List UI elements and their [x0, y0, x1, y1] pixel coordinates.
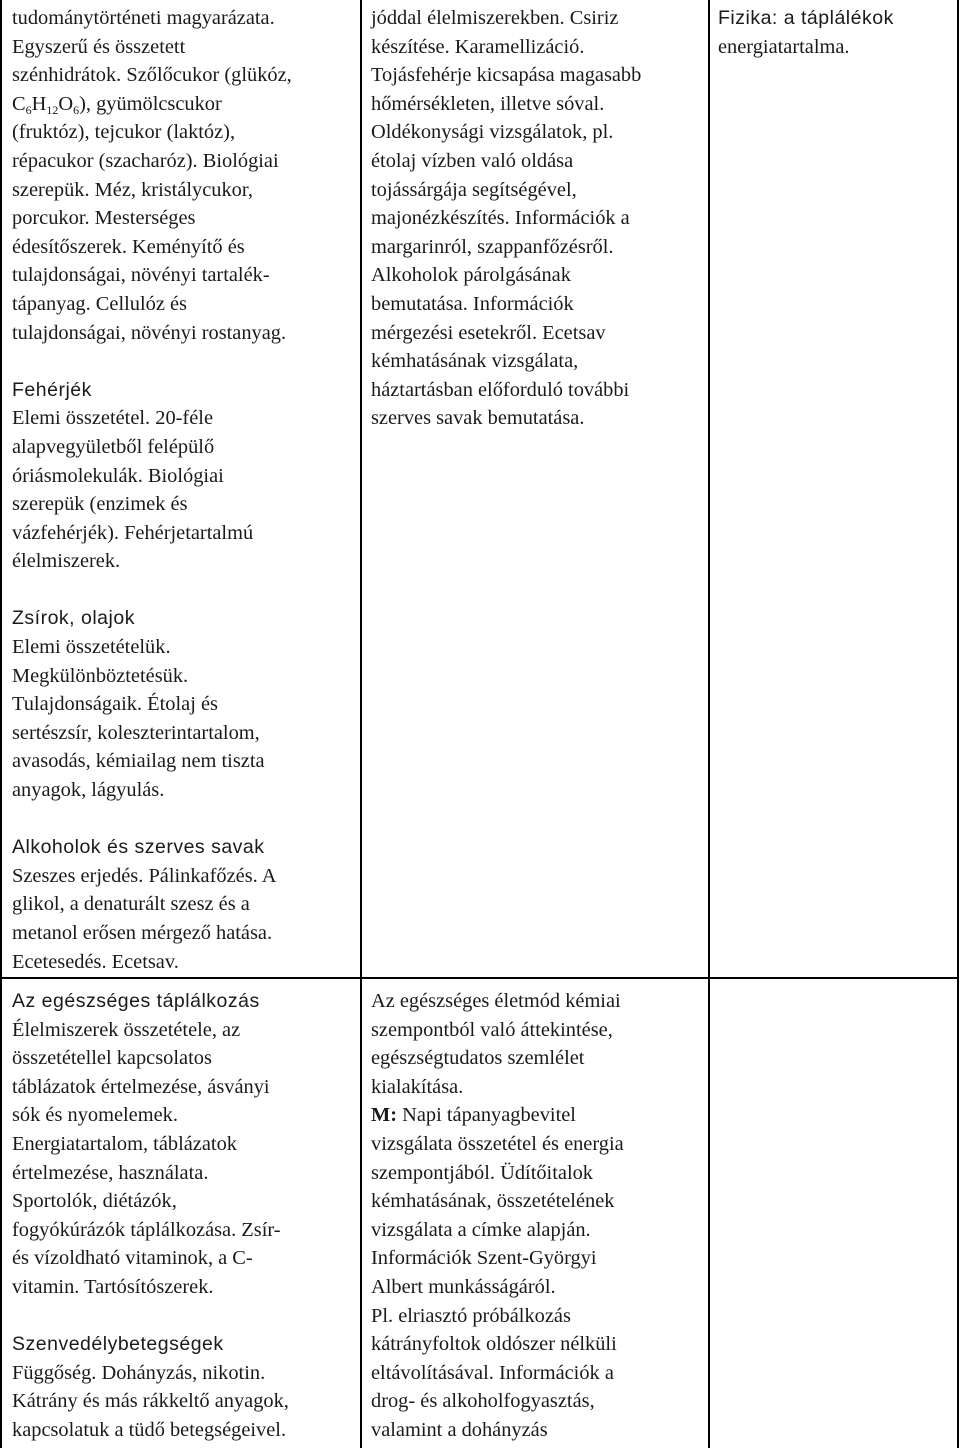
text-line: glikol, a denaturált szesz és a [12, 893, 250, 916]
text-line: Alkoholok párolgásának [371, 264, 571, 287]
text-line: Ecetesedés. Ecetsav. [12, 950, 179, 973]
text-line: porcukor. Mesterséges [12, 207, 196, 230]
text-line: mérgezési esetekről. Ecetsav [371, 321, 606, 344]
text-line: valamint a dohányzás [371, 1418, 548, 1441]
text-line: Élelmiszerek összetétele, az [12, 1018, 241, 1041]
text-line: összetétellel kapcsolatos [12, 1047, 212, 1070]
text-line: és vízoldható vitaminok, a C- [12, 1247, 253, 1270]
row1-col1-cell [12, 4, 352, 976]
text-line: Sportolók, diétázók, [12, 1190, 177, 1213]
text-line: tápanyag. Cellulóz és [12, 292, 187, 315]
text-line: energiatartalma. [718, 35, 850, 58]
text-line: sók és nyomelemek. [12, 1104, 178, 1127]
text-line: Kátrány és más rákkeltő anyagok, [12, 1390, 289, 1413]
fats-section [12, 604, 352, 804]
column-divider-1 [360, 0, 362, 1448]
text-line: Energiatartalom, táblázatok [12, 1132, 237, 1155]
text-line: Az egészséges életmód kémiai [371, 990, 621, 1012]
text-line: bemutatása. Információk [371, 292, 574, 315]
text-line: szempontból való áttekintése, [371, 1018, 613, 1041]
section-heading: Szenvedélybetegségek [12, 1333, 224, 1356]
text-line: drog- és alkoholfogyasztás, [371, 1390, 595, 1413]
formula-h-sub: 12 [46, 102, 59, 117]
text-line: kapcsolatuk a tüdő betegségeivel. [12, 1418, 287, 1441]
text-line: Fizika: a táplálékok [718, 7, 894, 29]
carbohydrates-section [12, 4, 352, 347]
formula-h: H [31, 92, 47, 115]
text-line: alapvegyületből felépülő [12, 435, 215, 458]
text-line: kialakítása. [371, 1075, 464, 1098]
nutrition-section [12, 987, 352, 1302]
text-line: hőmérsékleten, illetve sóval. [371, 92, 605, 115]
formula-c: C [12, 92, 26, 115]
text-line: Tojásfehérje kicsapása magasabb [371, 64, 642, 87]
text-line: óriásmolekulák. Biológiai [12, 464, 224, 487]
text-line: tudománytörténeti magyarázata. [12, 7, 275, 29]
text-line: Elemi összetételük. [12, 636, 171, 659]
text-line: eltávolításával. Információk a [371, 1361, 614, 1384]
text-line: Egyszerű és összetett [12, 35, 186, 58]
activity-line [371, 1101, 706, 1130]
text-line: szerves savak bemutatása. [371, 407, 585, 430]
row2-col2-cell [371, 987, 706, 1445]
addictions-section [12, 1330, 352, 1444]
text-line: majonézkészítés. Információk a [371, 207, 630, 230]
formula-o-sub: 6 [73, 102, 80, 117]
text-line: Szeszes erjedés. Pálinkafőzés. A [12, 864, 277, 887]
formula-o: O [58, 92, 74, 115]
activity-label: M: [371, 1104, 398, 1127]
text-line: szénhidrátok. Szőlőcukor (glükóz, [12, 64, 292, 87]
row1-col2-cell [371, 4, 706, 433]
text-line: anyagok, lágyulás. [12, 779, 165, 802]
text-line: vázfehérjék). Fehérjetartalmú [12, 521, 254, 544]
text-line: margarinról, szappanfőzésről. [371, 235, 614, 258]
text-line: Pl. elriasztó próbálkozás [371, 1304, 571, 1327]
table-border-left [0, 0, 2, 1448]
column-divider-2 [708, 0, 710, 1448]
text-line: szempontjából. Üdítőitalok [371, 1161, 593, 1184]
text-line: vizsgálata a címke alapján. [371, 1218, 591, 1241]
text-line: Tulajdonságaik. Étolaj és [12, 693, 218, 716]
activity-text: Napi tápanyagbevitel [397, 1104, 576, 1127]
section-heading: Alkoholok és szerves savak [12, 836, 265, 859]
text-line: háztartásban előforduló további [371, 378, 630, 401]
text-line: Oldékonysági vizsgálatok, pl. [371, 121, 614, 144]
text-line: jóddal élelmiszerekben. Csiriz [371, 7, 619, 29]
text-line: édesítőszerek. Keményítő és [12, 235, 245, 258]
text-line: Függőség. Dohányzás, nikotin. [12, 1361, 266, 1384]
text-line: étolaj vízben való oldása [371, 149, 574, 172]
section-heading: Az egészséges táplálkozás [12, 990, 260, 1012]
text-line: készítése. Karamellizáció. [371, 35, 585, 58]
formula-tail: ), gyümölcscukor [79, 92, 222, 115]
text-line: fogyókúrázók táplálkozása. Zsír- [12, 1218, 281, 1241]
text-line: kémhatásának, összetételének [371, 1190, 615, 1213]
text-line: répacukor (szacharóz). Biológiai [12, 149, 279, 172]
text-line: értelmezése, használata. [12, 1161, 209, 1184]
text-line: vizsgálata összetétel és energia [371, 1132, 624, 1155]
text-line: (fruktóz), tejcukor (laktóz), [12, 121, 236, 144]
text-line: tulajdonságai, növényi rostanyag. [12, 321, 287, 344]
text-line: Albert munkásságáról. [371, 1275, 556, 1298]
alcohols-section [12, 833, 352, 976]
text-line: Megkülönböztetésük. [12, 664, 189, 687]
row-divider [0, 977, 959, 979]
text-line: szerepük (enzimek és [12, 493, 188, 516]
row2-col1-cell [12, 987, 352, 1445]
section-heading: Fehérjék [12, 378, 92, 401]
text-line: vitamin. Tartósítószerek. [12, 1275, 214, 1298]
text-line: tulajdonságai, növényi tartalék- [12, 264, 270, 287]
table-border-right [957, 0, 959, 1448]
text-line: kémhatásának vizsgálata, [371, 350, 579, 373]
text-line: kátrányfoltok oldószer nélküli [371, 1333, 617, 1356]
text-line: egészségtudatos szemlélet [371, 1047, 585, 1070]
text-line: tojássárgája segítségével, [371, 178, 577, 201]
text-line: metanol erősen mérgező hatása. [12, 922, 273, 944]
text-line: sertészsír, koleszterintartalom, [12, 721, 260, 744]
row1-col3-cell [718, 4, 953, 61]
text-line: élelmiszerek. [12, 550, 121, 573]
glucose-formula-line [12, 90, 352, 119]
text-line: táblázatok értelmezése, ásványi [12, 1075, 270, 1098]
text-line: Elemi összetétel. 20-féle [12, 407, 213, 430]
proteins-section [12, 376, 352, 576]
text-line: Információk Szent-Györgyi [371, 1247, 597, 1270]
formula-c-sub: 6 [25, 102, 32, 117]
text-line: szerepük. Méz, kristálycukor, [12, 178, 253, 201]
section-heading: Zsírok, olajok [12, 607, 135, 630]
text-line: avasodás, kémiailag nem tiszta [12, 750, 265, 773]
